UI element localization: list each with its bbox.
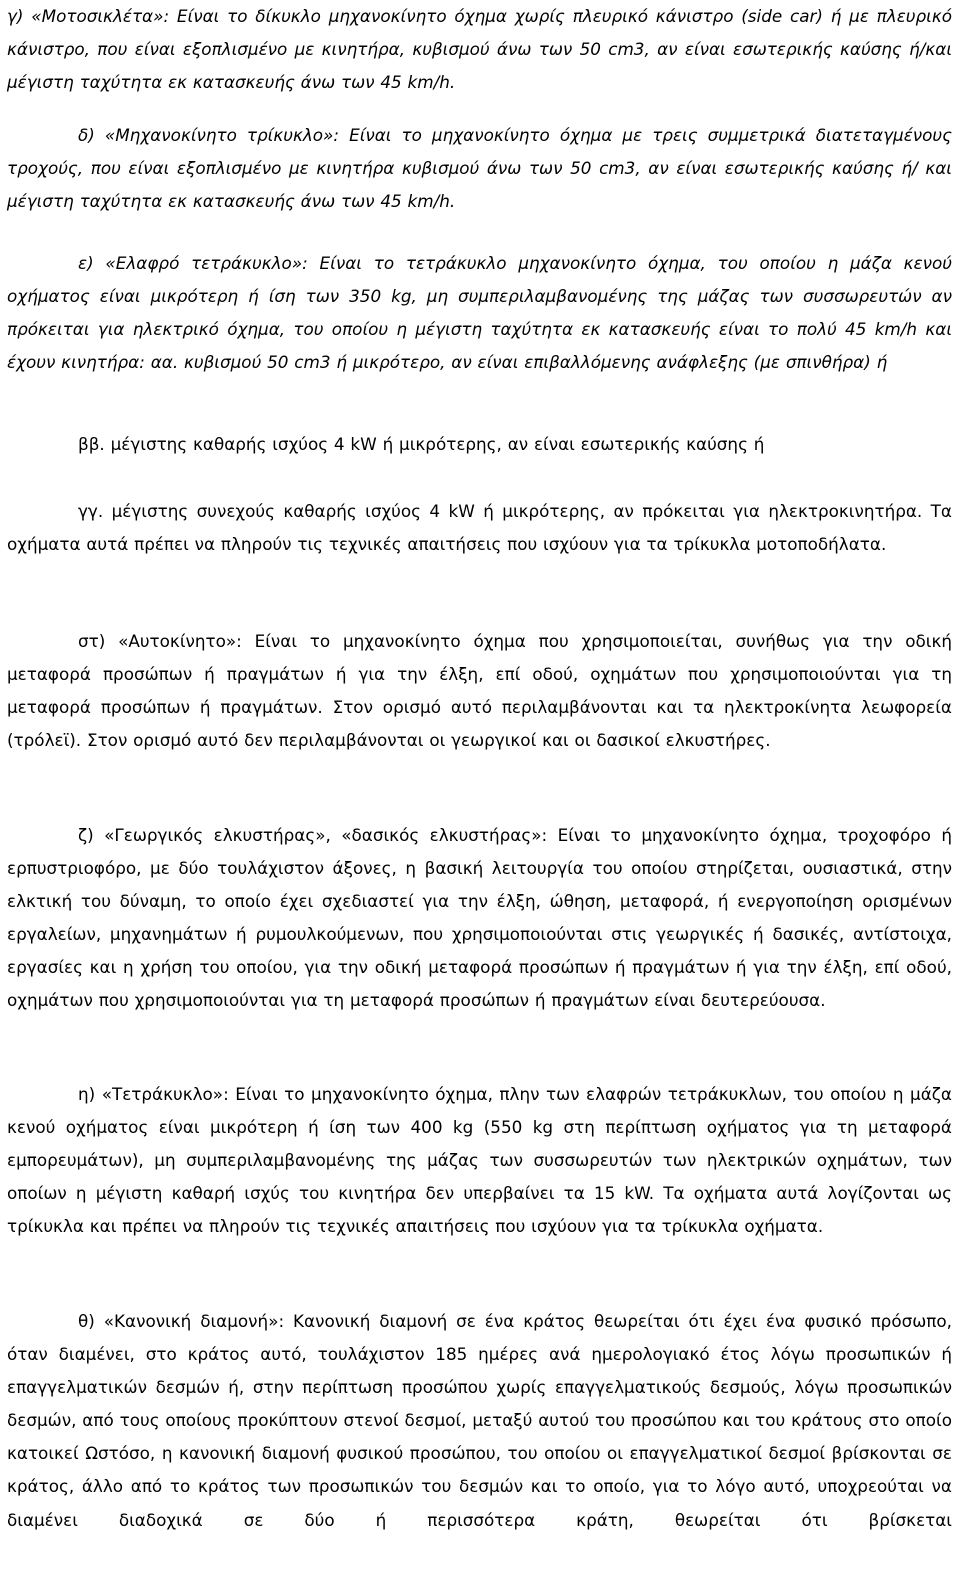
paragraph-quadricycle: η) «Τετράκυκλο»: Είναι το μηχανοκίνητο όχημα, πλην των ελαφρών τετράκυκλων, του οποίου η μάζα κενού οχήματος είναι μικρότερη ή ίση των 400 kg (550 kg στη περίπτωση οχήματος για τη μεταφορά εμπορευμάτων), μη συμπεριλαμβανομένης της μάζας των συσσωρευτών των ηλεκτρικών οχημάτων, των οποίων η μέγιστη καθαρή ισχύς του κινητήρα δεν υπερβαίνει τα 15 kW. Τα οχήματα αυτά λογίζονται ως τρίκυκλα και πρέπει να πληρούν τις τεχνικές απαιτήσεις που ισχύουν για τα τρίκυκλα οχήματα. (7, 1084, 952, 1237)
paragraph-item-bb: ββ. μέγιστης καθαρής ισχύος 4 kW ή μικρότερης, αν είναι εσωτερικής καύσης ή (78, 434, 765, 454)
paragraph-automobile: στ) «Αυτοκίνητο»: Είναι το μηχανοκίνητο όχημα που χρησιμοποιείται, συνήθως για την οδική μεταφορά προσώπων ή πραγμάτων ή για την έλξη, επί οδού, οχημάτων που χρησιμοποιούνται για τη μεταφορά προσώπων ή πραγμάτων. Στον ορισμό αυτό περιλαμβάνονται και τα ηλεκτροκίνητα λεωφορεία (τρόλεϊ). Στον ορισμό αυτό δεν περιλαμβάνονται οι γεωργικοί και οι δασικοί ελκυστήρες. (7, 631, 952, 751)
paragraph-tractor: ζ) «Γεωργικός ελκυστήρας», «δασικός ελκυστήρας»: Είναι το μηχανοκίνητο όχημα, τροχοφόρο ή ερπυστριοφόρο, με δύο τουλάχιστον άξονες, η βασική λειτουργία του οποίου στηρίζεται, ουσιαστικά, στην ελκτική του δύναμη, το οποίο έχει σχεδιαστεί για την έλξη, ώθηση, μεταφορά, ή ενεργοποίηση ορισμένων εργαλείων, μηχανημάτων ή ρυμουλκούμενων, που χρησιμοποιούνται στις γεωργικές ή δασικές, αντίστοιχα, εργασίες και η χρήση του οποίου, για την οδική μεταφορά προσώπων ή πραγμάτων ή για την έλξη, επί οδού, οχημάτων που χρησιμοποιούνται για τη μεταφορά προσώπων ή πραγμάτων είναι δευτερεύουσα. (7, 825, 952, 1011)
paragraph-light-quadricycle: ε) «Ελαφρό τετράκυκλο»: Είναι το τετράκυκλο μηχανοκίνητο όχημα, του οποίου η μάζα κενού οχήματος είναι μικρότερη ή ίση των 350 kg, μη συμπεριλαμβανομένης της μάζας των συσσωρευτών αν πρόκειται για ηλεκτρικό όχημα, του οποίου η μέγιστη ταχύτητα εκ κατασκευής είναι το πολύ 45 km/h και έχουν κινητήρα: αα. κυβισμού 50 cm3 ή μικρότερο, αν είναι επιβαλλόμενης ανάφλεξης (με σπινθήρα) ή (7, 253, 952, 373)
paragraph-item-gg: γγ. μέγιστης συνεχούς καθαρής ισχύος 4 kW ή μικρότερης, αν πρόκειται για ηλεκτροκινητήρα. Τα οχήματα αυτά πρέπει να πληρούν τις τεχνικές απαιτήσεις που ισχύουν για τα τρίκυκλα μοτοποδήλατα. (7, 501, 952, 555)
paragraph-normal-residence: θ) «Κανονική διαμονή»: Κανονική διαμονή σε ένα κράτος θεωρείται ότι έχει ένα φυσικό πρόσωπο, όταν διαμένει, στο κράτος αυτό, τουλάχιστον 185 ημέρες ανά ημερολογιακό έτος λόγω προσωπικών ή επαγγελματικών δεσμών ή, στην περίπτωση προσώπου χωρίς επαγγελματικούς δεσμούς, λόγω προσωπικών δεσμών, από τους οποίους προκύπτουν στενοί δεσμοί, μεταξύ αυτού του προσώπου και του κράτους στο οποίο κατοικεί Ωστόσο, η κανονική διαμονή φυσικού προσώπου, του οποίου οι επαγγελματικοί δεσμοί βρίσκονται σε κράτος, άλλο από το κράτος των προσωπικών του δεσμών και το οποίο, για το λόγο αυτό, υποχρεούται να διαμένει διαδοχικά σε δύο ή περισσότερα κράτη, θεωρείται ότι βρίσκεται (7, 1311, 952, 1530)
paragraph-motorcycle: γ) «Μοτοσικλέτα»: Είναι το δίκυκλο μηχανοκίνητο όχημα χωρίς πλευρικό κάνιστρο (side car) ή με πλευρικό κάνιστρο, που είναι εξοπλισμένο με κινητήρα, κυβισμού άνω των 50 cm3, αν είναι εσωτερικής καύσης ή/και μέγιστη ταχύτητα εκ κατασκευής άνω των 45 km/h. (7, 6, 952, 93)
paragraph-motor-tricycle: δ) «Μηχανοκίνητο τρίκυκλο»: Είναι το μηχανοκίνητο όχημα με τρεις συμμετρικά διατεταγμένους τροχούς, που είναι εξοπλισμένο με κινητήρα κυβισμού άνω των 50 cm3, αν είναι εσωτερικής καύσης ή/ και μέγιστη ταχύτητα εκ κατασκευής άνω των 45 km/h. (7, 125, 952, 212)
